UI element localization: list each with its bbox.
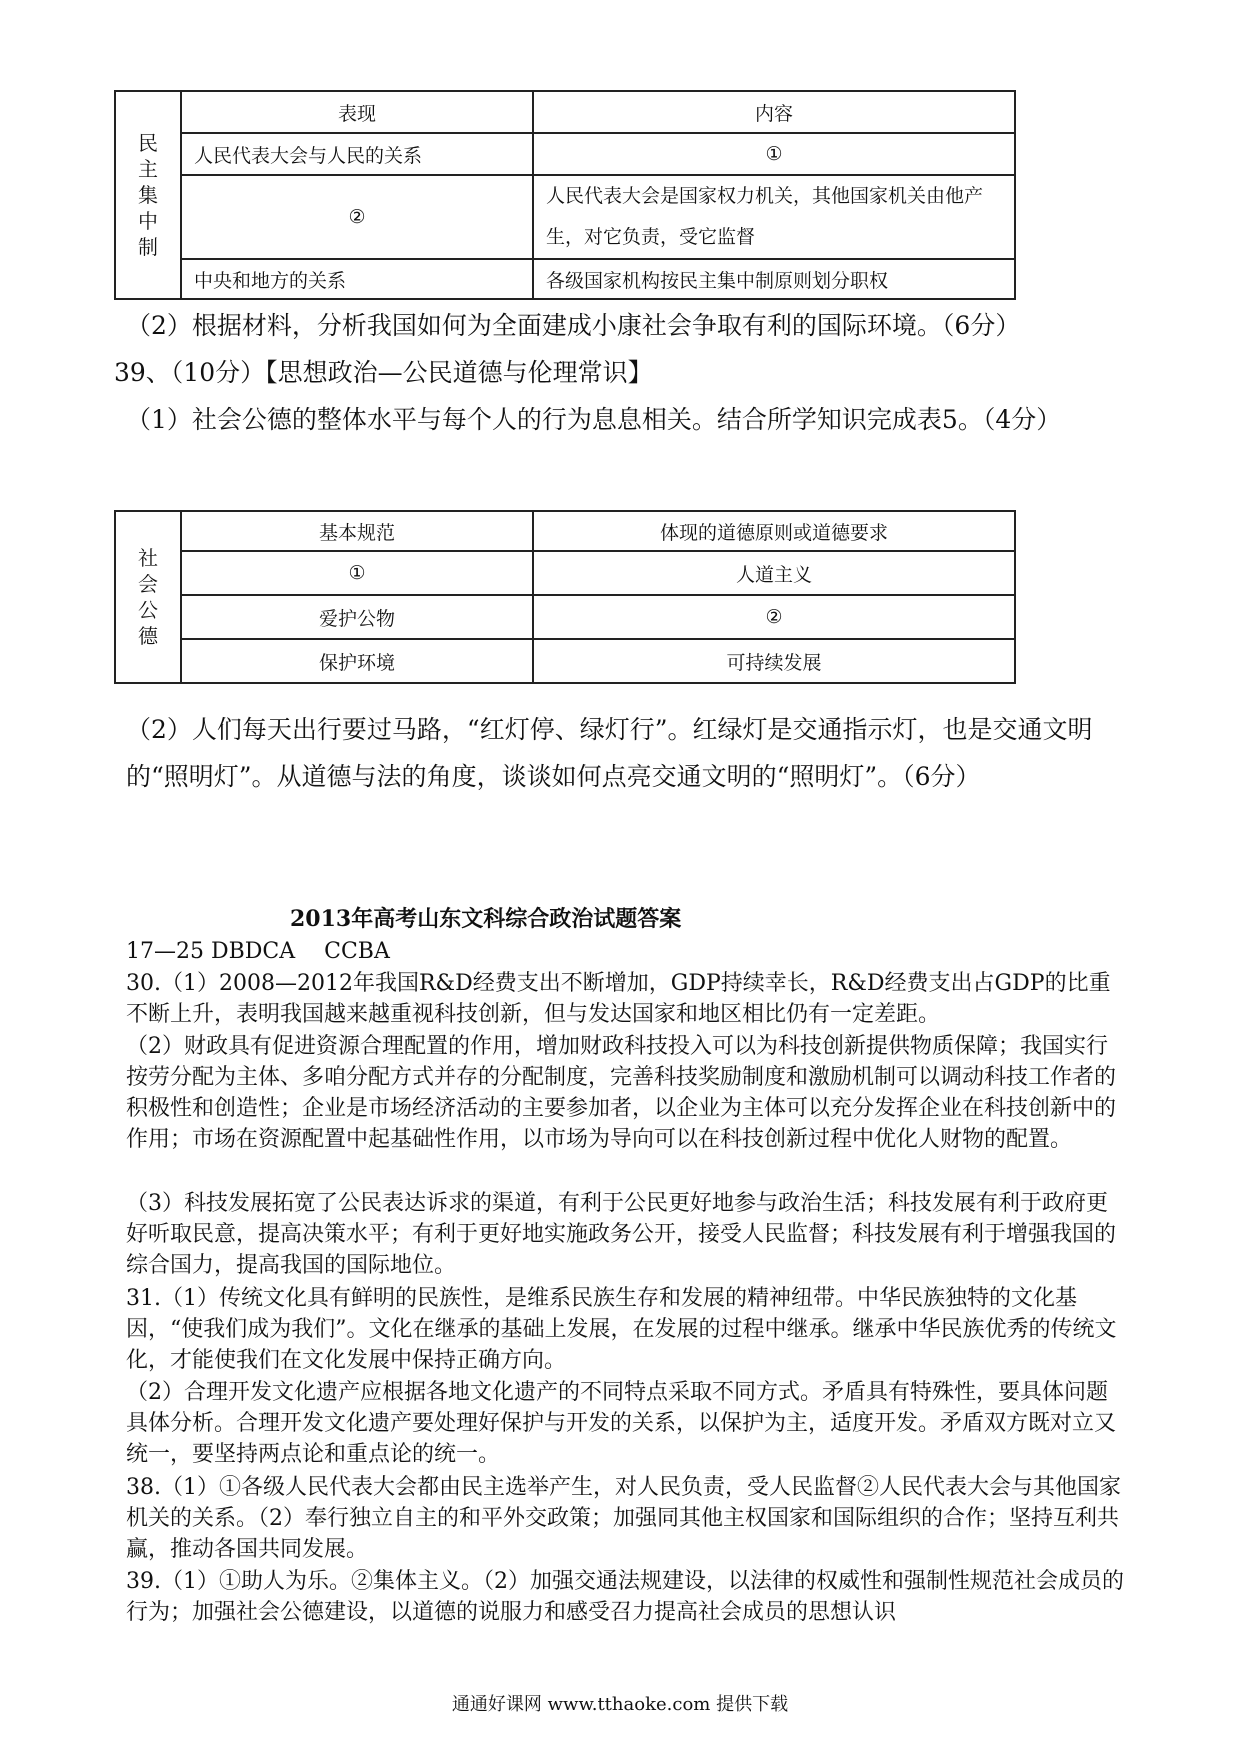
table-header-cell: 体现的道德原则或道德要求 (533, 511, 1015, 551)
answer-paragraph: 39.（1）①助人为乐。②集体主义。（2）加强交通法规建设，以法律的权威性和强制性规范社会成员的行为；加强社会公德建设，以道德的说服力和感受召力提高社会成员的思想认识 (126, 1569, 1124, 1625)
table-cell: 各级国家机构按民主集中制原则划分职权 (533, 259, 1015, 299)
answer-paragraph: 30.（1）2008—2012年我国R&D经费支出不断增加，GDP持续幸长，R&D经费支出占GDP的比重不断上升，表明我国越来越重视科技创新，但与发达国家和地区相比仍有一定差距。 (126, 971, 1111, 1027)
question-39-part-1: （1）社会公德的整体水平与每个人的行为息息相关。结合所学知识完成表5。（4分） (126, 405, 1062, 434)
question-38-part-2: （2）根据材料，分析我国如何为全面建成小康社会争取有利的国际环境。（6分） (126, 311, 1021, 340)
answer-line: 17—25 DBDCA CCBA (126, 939, 390, 964)
table-side-label (115, 511, 181, 683)
table-cell: ① (181, 551, 533, 595)
table-cell-text: 人民代表大会是国家权力机关，其他国家机关由他产生，对它负责，受它监督 (546, 185, 984, 248)
answer-paragraph: 38.（1）①各级人民代表大会都由民主选举产生，对人民负责，受人民监督②人民代表大会与其他国家机关的关系。（2）奉行独立自主的和平外交政策；加强同其他主权国家和国际组织的合作；坚持互利共赢，推动各国共同发展。 (126, 1475, 1121, 1562)
social-morality-table (114, 510, 1016, 684)
table-header-cell: 基本规范 (181, 511, 533, 551)
answer-paragraph: （3）科技发展拓宽了公民表达诉求的渠道，有利于公民更好地参与政治生活；科技发展有利于政府更好听取民意，提高决策水平；有利于更好地实施政务公开，接受人民监督；科技发展有利于增强我国的综合国力，提高我国的国际地位。 (126, 1191, 1117, 1278)
answer-paragraph: （2）财政具有促进资源合理配置的作用，增加财政科技投入可以为科技创新提供物质保障；我国实行按劳分配为主体、多咱分配方式并存的分配制度，完善科技奖励制度和激励机制可以调动科技工作者的积极性和创造性；企业是市场经济活动的主要参加者，以企业为主体可以充分发挥企业在科技创新中的作用；市场在资源配置中起基础性作用，以市场为导向可以在科技创新过程中优化人财物的配置。 (126, 1034, 1117, 1152)
democratic-centralism-table (114, 90, 1016, 300)
table-cell: ② (533, 595, 1015, 639)
table-cell: ① (533, 133, 1015, 175)
table-side-label (115, 91, 181, 299)
table-cell: 人道主义 (533, 551, 1015, 595)
table-cell: ② (181, 175, 533, 259)
table-cell: 爱护公物 (181, 595, 533, 639)
answer-title: 2013年高考山东文科综合政治试题答案 (290, 906, 682, 932)
table-cell (533, 175, 1015, 259)
table-header-cell: 内容 (533, 91, 1015, 133)
table-cell: 保护环境 (181, 639, 533, 683)
table-cell: 可持续发展 (533, 639, 1015, 683)
table-cell: 人民代表大会与人民的关系 (181, 133, 533, 175)
side-label-text: 社会公德 (138, 546, 158, 648)
table-cell: 中央和地方的关系 (181, 259, 533, 299)
question-39-part-2: （2）人们每天出行要过马路，“红灯停、绿灯行”。红绿灯是交通指示灯，也是交通文明的“照明灯”。从道德与法的角度，谈谈如何点亮交通文明的“照明灯”。（6分） (126, 715, 1093, 791)
page-footer: 通通好课网 www.tthaoke.com 提供下载 (451, 1694, 789, 1715)
side-label-text: 民主集中制 (138, 131, 158, 259)
answer-paragraph: （2）合理开发文化遗产应根据各地文化遗产的不同特点采取不同方式。矛盾具有特殊性，要具体问题具体分析。合理开发文化遗产要处理好保护与开发的关系，以保护为主，适度开发。矛盾双方既对立又统一，要坚持两点论和重点论的统一。 (126, 1380, 1117, 1467)
question-39-heading: 39、（10分）【思想政治—公民道德与伦理常识】 (114, 358, 653, 387)
answer-paragraph: 31.（1）传统文化具有鲜明的民族性，是维系民族生存和发展的精神纽带。中华民族独特的文化基因，“使我们成为我们”。文化在继承的基础上发展，在发展的过程中继承。继承中华民族优秀的传统文化，才能使我们在文化发展中保持正确方向。 (126, 1286, 1117, 1373)
table-header-cell: 表现 (181, 91, 533, 133)
